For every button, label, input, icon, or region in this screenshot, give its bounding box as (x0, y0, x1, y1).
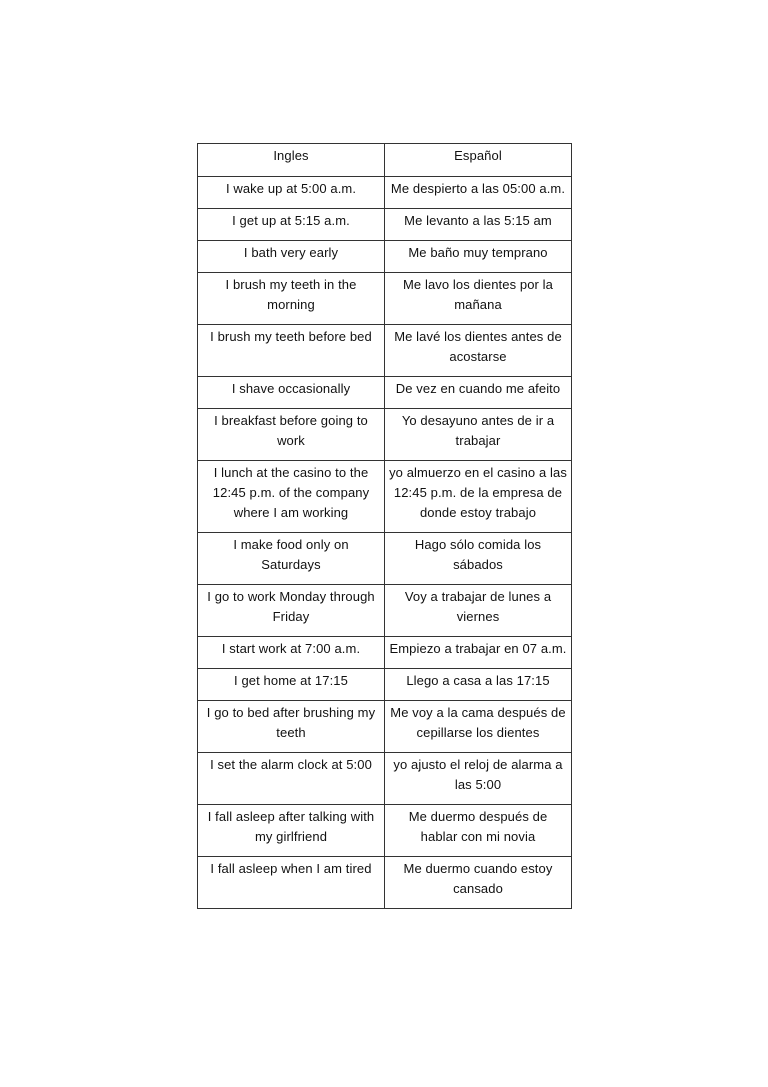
cell-english: I get home at 17:15 (198, 669, 385, 701)
table-row (198, 241, 572, 273)
cell-spanish: De vez en cuando me afeito (385, 377, 572, 409)
cell-spanish: Me levanto a las 5:15 am (385, 209, 572, 241)
table-row (198, 325, 572, 377)
cell-english: I bath very early (198, 241, 385, 273)
cell-english: I start work at 7:00 a.m. (198, 637, 385, 669)
cell-english: I brush my teeth in the morning (198, 273, 385, 325)
cell-spanish: Me lavo los dientes por la mañana (385, 273, 572, 325)
cell-english: I lunch at the casino to the 12:45 p.m. of the company where I am working (198, 461, 385, 533)
table-row (198, 637, 572, 669)
cell-spanish: Me duermo después de hablar con mi novia (385, 805, 572, 857)
table-body (198, 177, 572, 909)
cell-english: I go to work Monday through Friday (198, 585, 385, 637)
cell-spanish: yo almuerzo en el casino a las 12:45 p.m. de la empresa de donde estoy trabajo (385, 461, 572, 533)
table-row (198, 701, 572, 753)
cell-english: I brush my teeth before bed (198, 325, 385, 377)
cell-spanish: Me lavé los dientes antes de acostarse (385, 325, 572, 377)
cell-english: I go to bed after brushing my teeth (198, 701, 385, 753)
cell-spanish: Hago sólo comida los sábados (385, 533, 572, 585)
table-row (198, 177, 572, 209)
header-ingles: Ingles (198, 144, 385, 177)
table-row (198, 409, 572, 461)
table-row (198, 273, 572, 325)
cell-english: I make food only on Saturdays (198, 533, 385, 585)
cell-english: I get up at 5:15 a.m. (198, 209, 385, 241)
cell-spanish: Me baño muy temprano (385, 241, 572, 273)
cell-english: I set the alarm clock at 5:00 (198, 753, 385, 805)
table-row (198, 669, 572, 701)
table-row (198, 377, 572, 409)
cell-spanish: Me voy a la cama después de cepillarse los dientes (385, 701, 572, 753)
table-row (198, 805, 572, 857)
cell-english: I fall asleep when I am tired (198, 857, 385, 909)
cell-spanish: yo ajusto el reloj de alarma a las 5:00 (385, 753, 572, 805)
cell-english: I wake up at 5:00 a.m. (198, 177, 385, 209)
table-row (198, 461, 572, 533)
cell-spanish: Empiezo a trabajar en 07 a.m. (385, 637, 572, 669)
cell-english: I fall asleep after talking with my girlfriend (198, 805, 385, 857)
table-row (198, 753, 572, 805)
table-row (198, 857, 572, 909)
table-header (198, 144, 572, 177)
cell-english: I breakfast before going to work (198, 409, 385, 461)
cell-spanish: Me duermo cuando estoy cansado (385, 857, 572, 909)
header-espanol: Español (385, 144, 572, 177)
cell-spanish: Me despierto a las 05:00 a.m. (385, 177, 572, 209)
table-row (198, 585, 572, 637)
header-row (198, 144, 572, 177)
cell-spanish: Yo desayuno antes de ir a trabajar (385, 409, 572, 461)
vocabulary-table (197, 143, 572, 909)
table-row (198, 533, 572, 585)
cell-spanish: Voy a trabajar de lunes a viernes (385, 585, 572, 637)
cell-english: I shave occasionally (198, 377, 385, 409)
cell-spanish: Llego a casa a las 17:15 (385, 669, 572, 701)
table-row (198, 209, 572, 241)
